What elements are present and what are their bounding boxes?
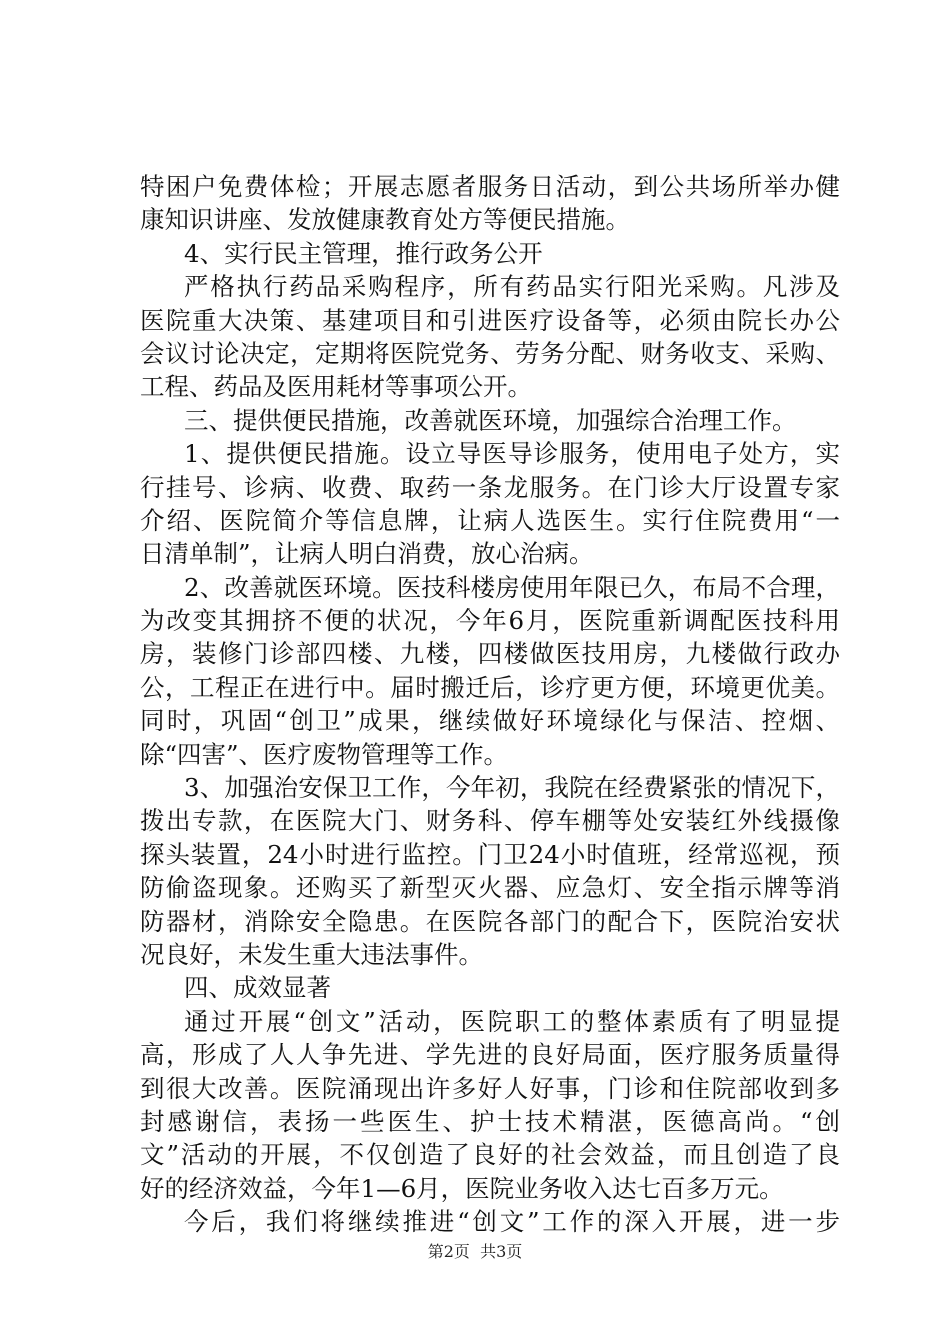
text-line: 高，形成了人人争先进、学先进的良好局面，医疗服务质量得: [140, 1040, 840, 1070]
text-line: 今后，我们将继续推进“创文”工作的深入开展，进一步: [184, 1207, 840, 1237]
text-line: 封感谢信，表扬一些医生、护士技术精湛，医德高尚。“创: [140, 1106, 840, 1136]
text-line: 介绍、医院简介等信息牌，让病人选医生。实行住院费用“一: [140, 505, 840, 535]
document-body: [140, 170, 840, 1239]
text-line: 房，装修门诊部四楼、九楼，四楼做医技用房，九楼做行政办: [140, 639, 840, 669]
page-number-footer: 第2页 共3页: [427, 1242, 523, 1261]
section-heading: 4、实行民主管理，推行政务公开: [184, 238, 543, 268]
text-line: 到很大改善。医院涌现出许多好人好事，门诊和住院部收到多: [140, 1073, 840, 1103]
text-line: 除“四害”、医疗废物管理等工作。: [140, 739, 509, 769]
text-line: 公，工程正在进行中。届时搬迁后，诊疗更方便，环境更优美。: [140, 672, 840, 702]
text-line: 行挂号、诊病、收费、取药一条龙服务。在门诊大厅设置专家: [140, 472, 840, 502]
text-line: 文”活动的开展，不仅创造了良好的社会效益，而且创造了良: [140, 1140, 840, 1170]
text-line: 好的经济效益，今年1—6月，医院业务收入达七百多万元。: [140, 1173, 784, 1203]
text-line: 通过开展“创文”活动，医院职工的整体素质有了明显提: [184, 1006, 840, 1036]
text-line: 医院重大决策、基建项目和引进医疗设备等，必须由院长办公: [140, 305, 840, 335]
text-line: 为改变其拥挤不便的状况，今年6月，医院重新调配医技科用: [140, 606, 840, 636]
text-line: 防器材，消除安全隐患。在医院各部门的配合下，医院治安状: [140, 906, 840, 936]
text-line: 1、提供便民措施。设立导医导诊服务，使用电子处方，实: [184, 439, 840, 469]
text-line: 日清单制”，让病人明白消费，放心治病。: [140, 539, 594, 569]
text-line: 2、改善就医环境。医技科楼房使用年限已久，布局不合理，: [184, 572, 840, 602]
text-line: 况良好，未发生重大违法事件。: [140, 939, 483, 969]
text-line: 3、加强治安保卫工作，今年初，我院在经费紧张的情况下，: [184, 773, 840, 803]
text-line: 特困户免费体检；开展志愿者服务日活动，到公共场所举办健: [140, 172, 840, 201]
section-heading: 四、成效显著: [184, 973, 331, 1003]
text-line: 拨出专款，在医院大门、财务科、停车棚等处安装红外线摄像: [140, 806, 840, 836]
section-heading: 三、提供便民措施，改善就医环境，加强综合治理工作。: [184, 405, 797, 435]
text-line: 严格执行药品采购程序，所有药品实行阳光采购。凡涉及: [184, 272, 840, 302]
text-line: 康知识讲座、发放健康教育处方等便民措施。: [140, 205, 630, 235]
text-line: 会议讨论决定，定期将医院党务、劳务分配、财务收支、采购、: [140, 338, 840, 368]
text-line: 同时，巩固“创卫”成果，继续做好环境绿化与保洁、控烟、: [140, 706, 840, 736]
text-line: 防偷盗现象。还购买了新型灭火器、应急灯、安全指示牌等消: [140, 873, 840, 903]
text-line: 探头装置，24小时进行监控。门卫24小时值班，经常巡视，预: [140, 839, 840, 869]
text-line: 工程、药品及医用耗材等事项公开。: [140, 372, 532, 402]
